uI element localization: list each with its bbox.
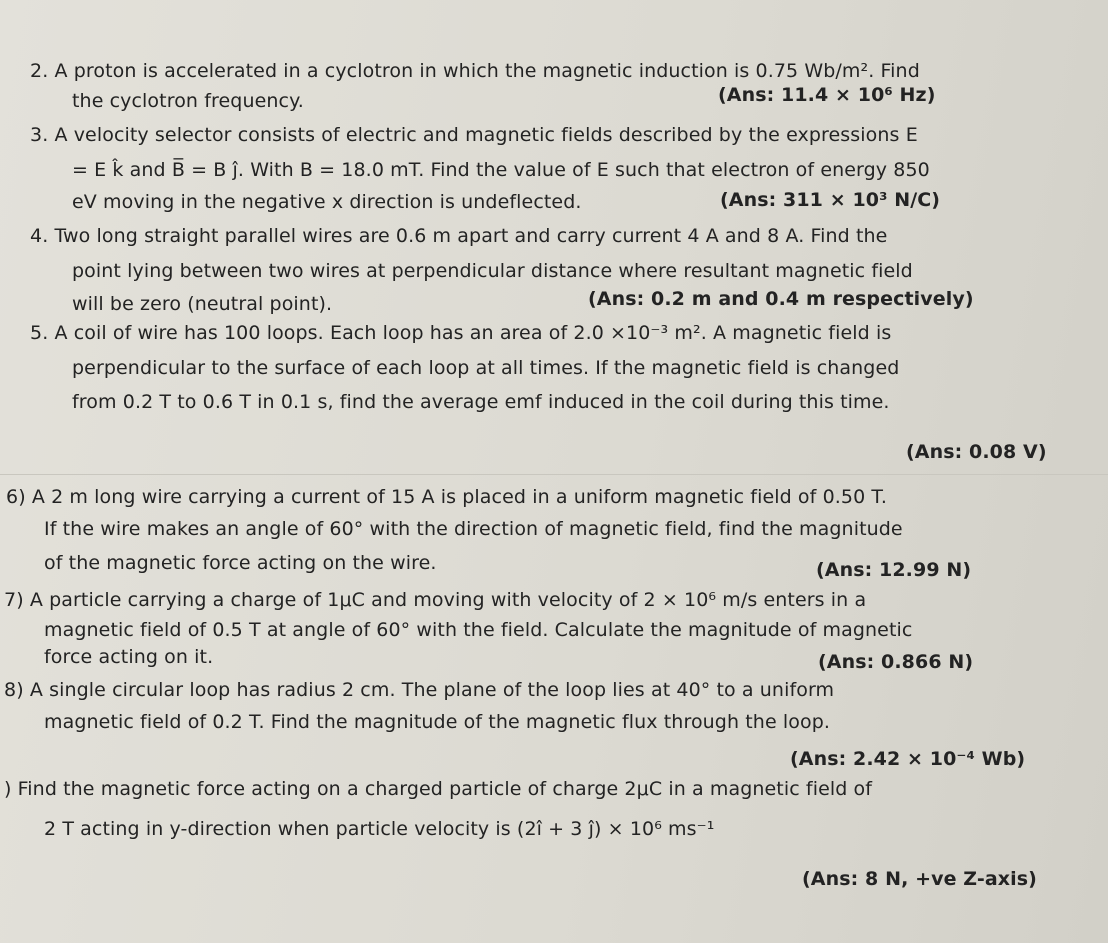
q2-answer: (Ans: 11.4 × 10⁶ Hz)	[718, 84, 936, 106]
q9-answer: (Ans: 8 N, +ve Z-axis)	[802, 868, 1037, 890]
q3-line-3: eV moving in the negative x direction is undeflected.	[72, 191, 582, 213]
q2-line-1: 2. A proton is accelerated in a cyclotron in which the magnetic induction is 0.75 Wb/m². Find	[30, 60, 920, 82]
q8-line-2: magnetic field of 0.2 T. Find the magnitude of the magnetic flux through the loop.	[44, 711, 831, 733]
q5-answer: (Ans: 0.08 V)	[906, 441, 1047, 463]
q7-line-1: 7) A particle carrying a charge of 1μC and moving with velocity of 2 × 10⁶ m/s enters in a	[4, 589, 867, 611]
q4-line-2: point lying between two wires at perpendicular distance where resultant magnetic field	[72, 260, 913, 282]
q7-line-3: force acting on it.	[44, 646, 214, 668]
q9-line-2: 2 T acting in y-direction when particle velocity is (2î + 3 ĵ) × 10⁶ ms⁻¹	[44, 818, 715, 840]
q9-line-1: ) Find the magnetic force acting on a charged particle of charge 2μC in a magnetic field of	[4, 778, 873, 800]
q5-line-3: from 0.2 T to 0.6 T in 0.1 s, find the average emf induced in the coil during this time.	[72, 391, 890, 413]
q8-answer: (Ans: 2.42 × 10⁻⁴ Wb)	[790, 748, 1026, 770]
section-divider	[0, 474, 1108, 475]
q7-line-2: magnetic field of 0.5 T at angle of 60° with the field. Calculate the magnitude of magnetic	[44, 619, 913, 641]
q4-line-3: will be zero (neutral point).	[72, 293, 333, 315]
q3-answer: (Ans: 311 × 10³ N/C)	[720, 189, 941, 211]
q6-line-2: If the wire makes an angle of 60° with the direction of magnetic field, find the magnitude	[44, 518, 903, 540]
q4-line-1: 4. Two long straight parallel wires are 0.6 m apart and carry current 4 A and 8 A. Find the	[30, 225, 888, 247]
q5-line-2: perpendicular to the surface of each loop at all times. If the magnetic field is changed	[72, 357, 900, 379]
q3-line-2: = E k̂ and B̅ = B ĵ. With B = 18.0 mT. Find the value of E such that electron of energy 850	[72, 159, 930, 181]
q5-line-1: 5. A coil of wire has 100 loops. Each loop has an area of 2.0 ×10⁻³ m². A magnetic field is	[30, 322, 892, 344]
q7-answer: (Ans: 0.866 N)	[818, 651, 974, 673]
q6-line-3: of the magnetic force acting on the wire.	[44, 552, 437, 574]
q8-line-1: 8) A single circular loop has radius 2 cm. The plane of the loop lies at 40° to a uniform	[4, 679, 835, 701]
q4-answer: (Ans: 0.2 m and 0.4 m respectively)	[588, 288, 974, 310]
q3-line-1: 3. A velocity selector consists of electric and magnetic fields described by the expressions E	[30, 124, 918, 146]
q6-answer: (Ans: 12.99 N)	[816, 559, 972, 581]
q6-line-1: 6) A 2 m long wire carrying a current of 15 A is placed in a uniform magnetic field of 0.50 T.	[6, 486, 888, 508]
q2-line-2: the cyclotron frequency.	[72, 90, 304, 112]
